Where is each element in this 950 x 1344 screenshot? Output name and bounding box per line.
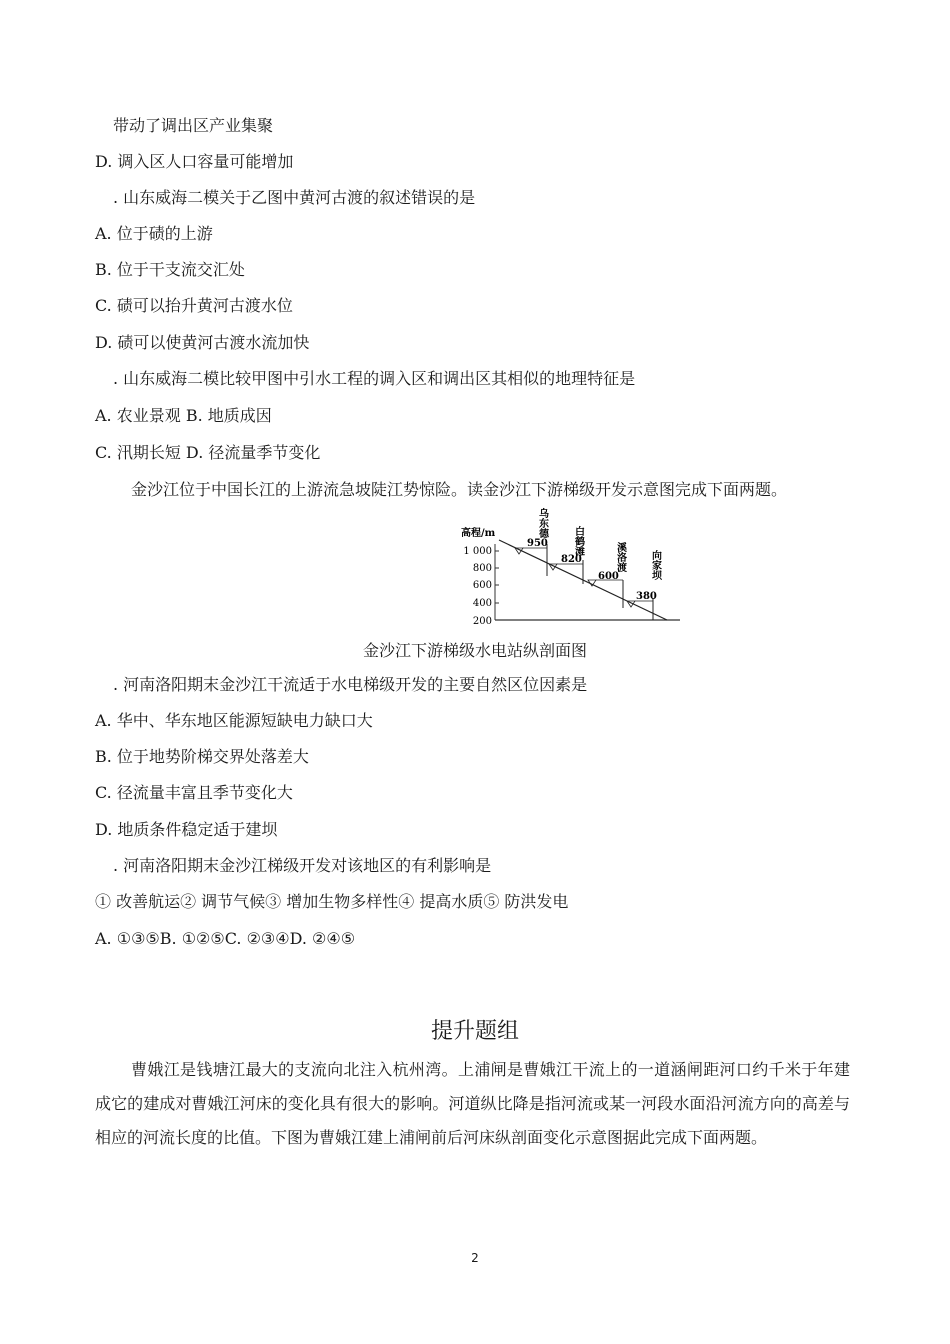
line-cont: 带动了调出区产业集聚 <box>113 116 274 135</box>
intro-text: 金沙江位于中国长江的上游流急坡陡江势惊险。读金沙江下游梯级开发示意图完成下面两题。 <box>131 480 788 499</box>
cascade-profile-figure <box>455 504 685 628</box>
statement-list: ① 改善航运② 调节气候③ 增加生物多样性④ 提高水质⑤ 防洪发电 <box>95 892 569 911</box>
station-name: 乌东德 <box>536 508 548 538</box>
option-a: A. 位于碛的上游 <box>95 224 213 243</box>
question: . 河南洛阳期末金沙江干流适于水电梯级开发的主要自然区位因素是 <box>113 675 588 694</box>
option-b: B. 位于干支流交汇处 <box>95 260 245 279</box>
option-c: C. 碛可以抬升黄河古渡水位 <box>95 296 293 315</box>
y-axis-label: 高程/m <box>461 528 496 539</box>
figure-caption: 金沙江下游梯级水电站纵剖面图 <box>362 641 587 660</box>
option-c: C. 径流量丰富且季节变化大 <box>95 783 293 802</box>
section-title: 提升题组 <box>430 1019 519 1044</box>
station-name: 向家坝 <box>649 550 661 580</box>
y-tick-label: 200 <box>472 616 492 627</box>
options-ab: A. 农业景观 B. 地质成因 <box>95 406 272 425</box>
station-name: 白鹤滩 <box>572 526 584 556</box>
y-tick-label: 400 <box>472 598 492 609</box>
y-tick-label: 600 <box>472 580 492 591</box>
option-a: A. 华中、华东地区能源短缺电力缺口大 <box>95 711 373 730</box>
question: . 山东威海二模比较甲图中引水工程的调入区和调出区其相似的地理特征是 <box>113 369 636 388</box>
option-d: D. 地质条件稳定适于建坝 <box>95 820 278 839</box>
page-number: 2 <box>471 1251 479 1265</box>
option-d: D. 碛可以使黄河古渡水流加快 <box>95 333 310 352</box>
option-d: D. 调入区人口容量可能增加 <box>95 152 294 171</box>
water-level-label: 600 <box>598 571 619 582</box>
water-level-label: 380 <box>636 591 657 602</box>
water-level-label: 820 <box>561 554 582 565</box>
options-cd: C. 汛期长短 D. 径流量季节变化 <box>95 443 321 462</box>
question: . 山东威海二模关于乙图中黄河古渡的叙述错误的是 <box>113 188 476 207</box>
y-tick-label: 1 000 <box>463 546 492 557</box>
question: . 河南洛阳期末金沙江梯级开发对该地区的有利影响是 <box>113 856 492 875</box>
station-name: 溪洛渡 <box>614 542 626 572</box>
y-tick-label: 800 <box>472 563 492 574</box>
water-level-label: 950 <box>527 538 548 549</box>
intro-paragraph: 曹娥江是钱塘江最大的支流向北注入杭州湾。上浦闸是曹娥江干流上的一道涵闸距河口约千米于年建成它的建成对曹娥江河床的变化具有很大的影响。河道纵比降是指河流或某一河段水面沿河流方向的高差与相应的河流长度的比值。下图为曹娥江建上浦闸前后河床纵剖面变化示意图据此完成下面两题。 <box>95 1060 850 1147</box>
option-b: B. 位于地势阶梯交界处落差大 <box>95 747 309 766</box>
answer-options: A. ①③⑤B. ①②⑤C. ②③④D. ②④⑤ <box>95 929 356 948</box>
